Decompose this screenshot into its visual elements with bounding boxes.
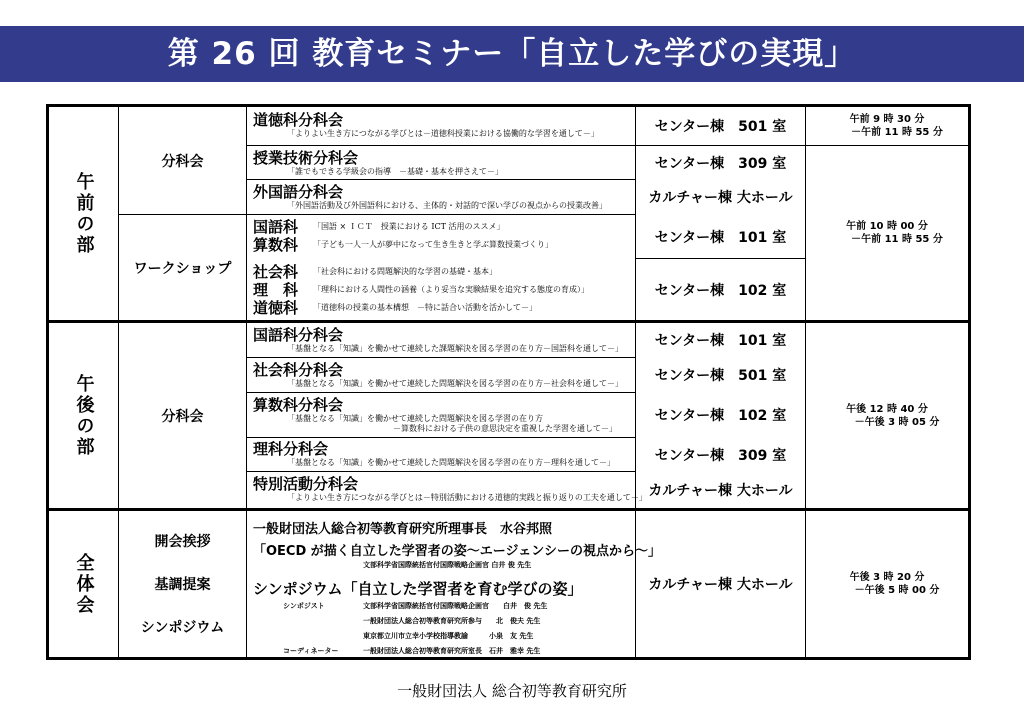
workshop-subject: 道徳科 [253, 298, 299, 317]
item-subtitle: 「基盤となる「知識」を働かせて連続した問題解決を図る学習の在り方－社会科を通して－」 [287, 379, 623, 388]
time-cell [806, 146, 968, 320]
location-cell: カルチャー棟 大ホール [648, 190, 793, 206]
location-cell: センター棟 501 室 [654, 368, 787, 384]
workshop-desc: 「国語 × ＩＣＴ 授業における ICT 活用のススメ」 [313, 221, 505, 231]
time-cell [806, 323, 968, 508]
greeting-text: 一般財団法人総合初等教育研究所理事長 水谷邦照 [253, 522, 553, 537]
category-bunkakai-afternoon [119, 323, 246, 508]
time-start: 午前 9 時 30 分 [849, 114, 925, 125]
list-item [253, 235, 635, 253]
label-keynote: 基調提案 [154, 576, 211, 593]
keynote-speaker: 文部科学省国際統括官付国際戦略企画官 白井 俊 先生 [363, 561, 532, 569]
row-divider [246, 357, 636, 358]
workshop-desc: 「社会科における問題解決的な学習の基礎・基本」 [313, 266, 497, 276]
section-morning [49, 107, 118, 320]
item-subtitle-2: －算数科における子供の意思決定を重視した学習を通して－」 [393, 424, 617, 433]
location-cell: センター棟 102 室 [654, 408, 787, 424]
category-bunkakai-morning [119, 107, 246, 214]
category-label: 分科会 [161, 153, 204, 170]
panelist-2: 一般財団法人総合初等教育研究所参与 北 俊夫 先生 [363, 617, 541, 625]
label-symposium: シンポジウム [140, 620, 225, 637]
location-cell: センター棟 501 室 [654, 119, 787, 135]
workshop-subject: 国語科 [253, 217, 299, 236]
time-start: 午前 10 時 00 分 [846, 221, 928, 232]
section-plenary-label: 全体会 [73, 552, 95, 616]
panelist-label: シンポジスト [283, 602, 325, 610]
time-end: －午後 3 時 05 分 [854, 416, 940, 428]
item-title: 外国語分科会 [253, 183, 344, 201]
row-divider [246, 471, 636, 472]
item-title: 理科分科会 [253, 440, 329, 458]
list-item [247, 361, 635, 392]
item-subtitle: 「よりよい生き方につながる学びとは－特別活動における道徳的実践と振り返りの工夫を通して－」 [287, 493, 647, 502]
location-cell: センター棟 102 室 [654, 282, 787, 299]
coordinator: 一般財団法人総合初等教育研究所室長 石井 雅幸 先生 [363, 647, 541, 655]
list-item [247, 440, 635, 471]
time-end: －午前 11 時 55 分 [851, 127, 943, 138]
item-subtitle: 「基盤となる「知識」を働かせて連続した問題解決を図る学習の在り方 [287, 414, 543, 423]
list-item [247, 149, 635, 179]
item-subtitle: 「基盤となる「知識」を働かせて連続した問題解決を図る学習の在り方－理科を通して－」 [287, 458, 615, 467]
list-item [253, 298, 635, 316]
panelist-1: 文部科学省国際統括官付国際戦略企画官 白井 俊 先生 [363, 602, 548, 610]
item-subtitle: 「誰でもできる学級会の指導 －基礎・基本を押さえて－」 [287, 167, 503, 176]
list-item [247, 475, 647, 508]
item-title: 特別活動分科会 [253, 475, 359, 493]
item-title: 道徳科分科会 [253, 111, 344, 129]
row-divider [246, 437, 636, 438]
workshop-desc: 「道徳科の授業の基本構想 －特に話合い活動を活かして－」 [313, 302, 537, 312]
list-item [247, 326, 635, 357]
time-cell [806, 511, 968, 657]
item-title: 授業技術分科会 [253, 149, 359, 167]
workshop-group-1 [247, 217, 635, 257]
category-label: ワークショップ [133, 260, 232, 277]
plenary-content [247, 511, 661, 657]
location-cell: センター棟 309 室 [654, 155, 787, 172]
workshop-subject: 社会科 [253, 262, 299, 281]
workshop-desc: 「理科における人間性の涵養（より妥当な実験結果を追究する態度の育成）」 [313, 284, 589, 294]
item-subtitle: 「基盤となる「知識」を働かせて連続した課題解決を図る学習の在り方－国語科を通して－」 [287, 344, 623, 353]
item-title: 国語科分科会 [253, 326, 344, 344]
time-start: 午後 12 時 40 分 [846, 403, 928, 415]
section-plenary [49, 511, 118, 657]
symposium-title: シンポジウム「自立した学習者を育む学びの姿」 [253, 580, 583, 598]
list-item [253, 217, 635, 235]
time-start: 午後 3 時 20 分 [849, 572, 925, 583]
list-item [247, 396, 635, 437]
category-workshop [119, 215, 246, 320]
item-title: 社会科分科会 [253, 361, 344, 379]
keynote-title: 「OECD が描く自立した学習者の姿～エージェンシーの視点から～」 [253, 544, 661, 559]
category-label: 分科会 [161, 408, 204, 425]
location-cell: センター棟 309 室 [654, 447, 787, 464]
time-cell [806, 107, 968, 145]
schedule-table [46, 104, 971, 660]
location-cell: カルチャー棟 大ホール [648, 577, 793, 593]
section-afternoon [49, 323, 118, 508]
location-cell: センター棟 101 室 [654, 229, 787, 246]
row-divider [246, 179, 636, 180]
category-plenary [119, 511, 246, 657]
workshop-desc: 「子ども一人一人が夢中になって生き生きと学ぶ算数授業づくり」 [313, 239, 553, 249]
section-morning-label: 午前の部 [73, 171, 95, 256]
coordinator-label: コーディネーター [283, 647, 339, 655]
organization-footer: 一般財団法人 総合初等教育研究所 [397, 682, 627, 700]
item-title: 算数科分科会 [253, 396, 344, 414]
time-end: －午後 5 時 00 分 [854, 585, 940, 596]
workshop-subject: 算数科 [253, 235, 299, 254]
panelist-3: 東京都立川市立幸小学校指導教諭 小泉 友 先生 [363, 632, 534, 640]
page-title: 第 26 回 教育セミナー「自立した学びの実現」 [167, 36, 857, 72]
location-cell: センター棟 101 室 [654, 333, 787, 349]
time-end: －午前 11 時 55 分 [851, 234, 943, 245]
section-afternoon-label: 午後の部 [73, 373, 95, 458]
list-item [253, 262, 635, 280]
list-item [247, 183, 635, 214]
title-banner [0, 26, 1024, 82]
location-cell: カルチャー棟 大ホール [648, 483, 793, 499]
list-item [247, 111, 635, 145]
item-subtitle: 「外国語活動及び外国語科における、主体的・対話的で深い学びの視点からの授業改善」 [287, 201, 607, 210]
workshop-subject: 理 科 [253, 280, 299, 299]
item-subtitle: 「よりよい生き方につながる学びとは－道徳科授業における協働的な学習を通して－」 [287, 129, 599, 138]
workshop-group-2 [247, 262, 635, 318]
label-greeting: 開会挨拶 [154, 533, 211, 550]
list-item [253, 280, 635, 298]
row-divider [246, 392, 636, 393]
